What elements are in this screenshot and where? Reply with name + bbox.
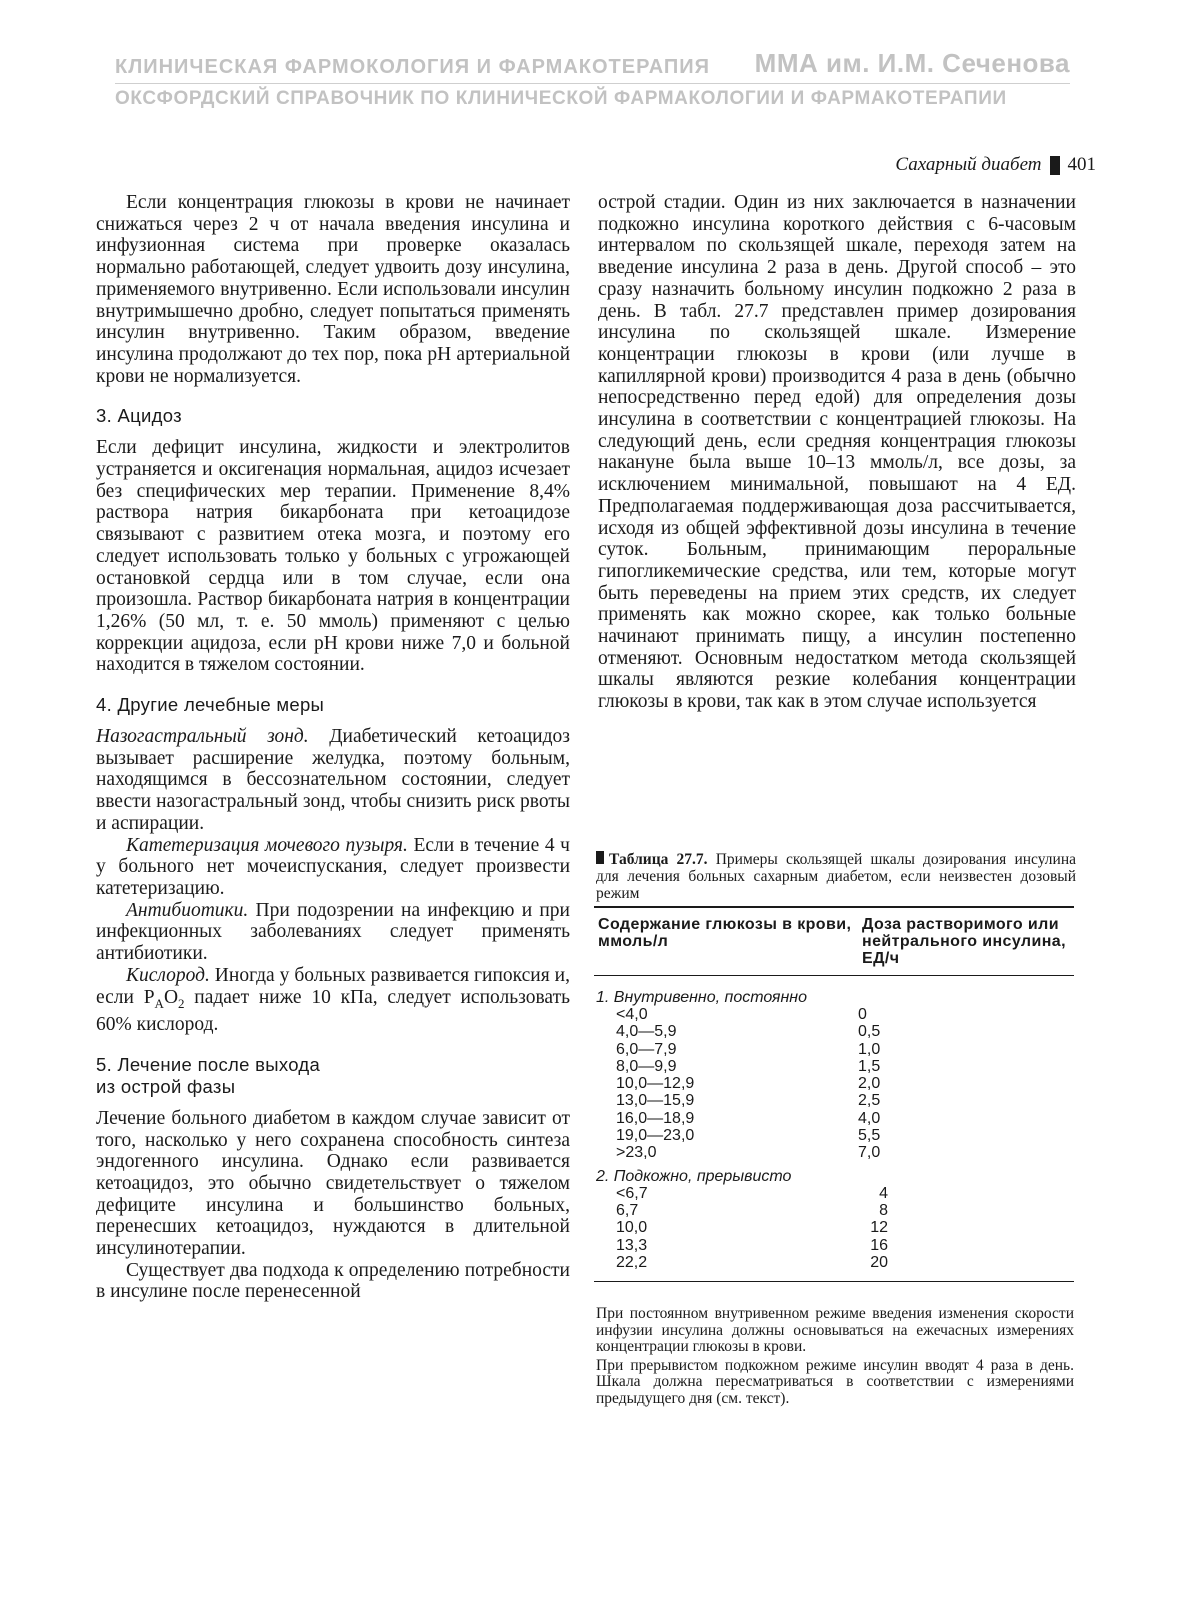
table-row	[594, 1023, 1074, 1040]
paragraph: острой стадии. Один из них заключается в назначении подкожно инсулина короткого действия с 6-часовым интервалом по скользящей шкале, переходя затем на введение инсулина 2 раза в день. Другой способ – это сразу назначить больному инсулин подкожно 2 раза в день. В табл. 27.7 представлен пример дозирования инсулина по скользящей шкале. Измерение концентрации глюкозы в крови (или лучше в капиллярной крови) производится 4 раза в день (обычно непосредственно перед едой) для определения дозы инсулина в соответствии с концентрацией глюкозы. На следующий день, если средняя концентрация глюкозы накануне была выше 10–13 ммоль/л, все дозы, за исключением минимальной, повышают на 4 ЕД. Предполагаемая поддерживающая доза рассчитывается, исходя из общей эффективной дозы инсулина в течение суток. Больным, принимающим пероральные гипогликемические средства, или тем, которые могут быть переведены на прием этих средств, их следует применять как можно скорее, как только больные начинают принимать пищу, а инсулин постепенно отменяют. Основным недостатком метода скользящей шкалы являются резкие колебания концентрации глюкозы в крови, так как в этом случае используется	[598, 192, 1076, 713]
table-row	[594, 1185, 1074, 1202]
table-section-title: 2. Подкожно, прерывисто	[596, 1167, 792, 1185]
table-row	[594, 1092, 1074, 1109]
term-italic: Катетеризация мочевого пузыря.	[126, 834, 408, 856]
dose-cell: 1,5	[858, 1057, 881, 1075]
square-marker-icon	[1050, 156, 1060, 175]
table-caption	[596, 851, 1076, 902]
glucose-cell: <4,0	[616, 1006, 648, 1023]
dosing-table	[594, 906, 1074, 1282]
paragraph	[96, 900, 570, 965]
dose-cell: 1,0	[858, 1040, 881, 1058]
heading-line: из острой фазы	[96, 1075, 236, 1097]
glucose-cell: 13,3	[616, 1236, 648, 1254]
section-heading: 4. Другие лечебные меры	[96, 694, 325, 716]
table-header	[594, 906, 1074, 976]
page-banner	[115, 48, 1070, 110]
dose-cell: 4,0	[858, 1109, 881, 1127]
column-header-glucose: Содержание глюкозы в крови, ммоль/л	[598, 916, 852, 950]
glucose-cell: 6,7	[616, 1201, 639, 1219]
paragraph	[96, 726, 570, 835]
table-row	[594, 1237, 1074, 1254]
term-italic: Антибиотики.	[126, 899, 249, 921]
glucose-cell: >23,0	[616, 1144, 657, 1162]
paragraph: Если дефицит инсулина, жидкости и электролитов устраняется и оксигенация нормальная, ацидоз исчезает без специфических мер терапии. Применение 8,4% раствора натрия бикарбоната при кетоацидозе связывают с развитием отека мозга, и поэтому его следует использовать только у больных с угрожающей остановкой сердца или в том случае, если она произошла. Раствор бикарбоната натрия в концентрации 1,26% (50 мл, т. е. 50 ммоль) применяют с целью коррекции ацидоза, если pH крови ниже 7,0 и больной находится в тяжелом состоянии.	[96, 437, 570, 676]
table-number: Таблица 27.7.	[609, 851, 708, 868]
subscript: A	[154, 995, 164, 1011]
column-header-dose: Доза растворимого или нейтрального инсулина, ЕД/ч	[862, 916, 1066, 967]
paragraph-text: O	[163, 986, 179, 1008]
dose-cell: 0	[858, 1006, 867, 1023]
running-head	[895, 154, 1096, 176]
glucose-cell: 6,0—7,9	[616, 1040, 677, 1058]
paragraph	[96, 965, 570, 1036]
dose-cell: 16	[870, 1236, 888, 1254]
table-row	[594, 1075, 1074, 1092]
table-row	[594, 1144, 1074, 1161]
table-row	[594, 1006, 1074, 1023]
table-notes	[596, 1306, 1074, 1410]
dose-cell: 8	[879, 1201, 888, 1219]
glucose-cell: 19,0—23,0	[616, 1127, 695, 1145]
right-column	[598, 192, 1076, 713]
table-section-rows	[594, 1006, 1074, 1162]
page-number: 401	[1067, 154, 1096, 175]
glucose-cell: 4,0—5,9	[616, 1023, 677, 1041]
paragraph-text: Иногда у больных развивается гипоксия и, если P	[96, 964, 570, 1008]
table-note: При прерывистом подкожном режиме инсулин вводят 4 раза в день. Шкала должна пересматриваться в соответствии с измерениями предыдущего дня (см. текст).	[596, 1356, 1074, 1407]
table-row	[594, 1041, 1074, 1058]
paragraph-text: падает ниже 10 кПа, следует использовать 60% кислород.	[96, 986, 570, 1036]
table-bottom-rule	[594, 1271, 1074, 1282]
dose-cell: 2,5	[858, 1092, 881, 1110]
paragraph-text: Диабетический кетоацидоз вызывает расширение желудка, поэтому больным, находящимся в бессознательном состоянии, следует ввести назогастральный зонд, чтобы снизить риск рвоты и аспирации.	[96, 726, 570, 834]
banner-title-left: КЛИНИЧЕСКАЯ ФАРМОКОЛОГИЯ И ФАРМАКОТЕРАПИЯ	[115, 56, 710, 78]
table-row	[594, 1202, 1074, 1219]
dose-cell: 20	[870, 1253, 888, 1271]
glucose-cell: <6,7	[616, 1184, 648, 1202]
paragraph: Если концентрация глюкозы в крови не начинает снижаться через 2 ч от начала введения инсулина и инфузионная система при проверке оказалась нормально работающей, следует удвоить дозу инсулина, применяемого внутривенно. Если использовали инсулин внутримышечно дробно, следует попытаться применять инсулин внутривенно. Таким образом, введение инсулина продолжают до тех пор, пока pH артериальной крови не нормализуется.	[96, 192, 570, 387]
section-heading: 3. Ацидоз	[96, 405, 182, 427]
glucose-cell: 16,0—18,9	[616, 1109, 695, 1127]
banner-title-right: ММА им. И.М. Сеченова	[754, 48, 1070, 78]
paragraph: Лечение больного диабетом в каждом случае зависит от того, насколько у него сохранена способность синтеза эндогенного инсулина. Однако если развивается кетоацидоз, это обычно свидетельствует о тяжелом дефиците инсулина и большинство больных, перенесших кетоацидоз, нуждаются в длительной инсулинотерапии.	[96, 1107, 570, 1260]
paragraph-text: Если в течение 4 ч у больного нет мочеиспускания, следует произвести катетеризацию.	[96, 834, 570, 899]
dose-cell: 12	[870, 1219, 888, 1237]
table-row	[594, 1110, 1074, 1127]
square-marker-icon	[596, 851, 604, 864]
dose-cell: 0,5	[858, 1023, 881, 1041]
left-column	[96, 192, 570, 1303]
table-row	[594, 1127, 1074, 1144]
table-row	[594, 1219, 1074, 1236]
glucose-cell: 10,0—12,9	[616, 1075, 695, 1093]
glucose-cell: 13,0—15,9	[616, 1092, 695, 1110]
term-italic: Кислород.	[126, 964, 210, 986]
paragraph	[96, 835, 570, 900]
term-italic: Назогастральный зонд.	[96, 726, 309, 748]
caption-text: Примеры скользящей шкалы дозирования инсулина для лечения больных сахарным диабетом, если неизвестен дозовый режим	[596, 851, 1076, 902]
dose-cell: 5,5	[858, 1127, 881, 1145]
table-note: При постоянном внутривенном режиме введения изменения скорости инфузии инсулина должны основываться на ежечасных измерениях концентрации глюкозы в крови.	[596, 1305, 1074, 1356]
glucose-cell: 22,2	[616, 1253, 648, 1271]
section-heading	[96, 1054, 570, 1098]
banner-subtitle: ОКСФОРДСКИЙ СПРАВОЧНИК ПО КЛИНИЧЕСКОЙ ФАРМАКОЛОГИИ И ФАРМАКОТЕРАПИИ	[115, 88, 1007, 109]
chapter-title: Сахарный диабет	[895, 154, 1042, 175]
table-section-rows	[594, 1185, 1074, 1271]
dose-cell: 7,0	[858, 1144, 881, 1162]
paragraph-text: При подозрении на инфекцию и при инфекционных заболеваниях следует применять антибиотики.	[96, 899, 570, 965]
table-row	[594, 1058, 1074, 1075]
heading-line: 5. Лечение после выхода	[96, 1053, 321, 1075]
table-row	[594, 1254, 1074, 1271]
table-section-title: 1. Внутривенно, постоянно	[596, 989, 807, 1006]
dose-cell: 2,0	[858, 1075, 881, 1093]
dose-cell: 4	[879, 1184, 888, 1202]
subscript: 2	[178, 995, 185, 1011]
paragraph: Существует два подхода к определению потребности в инсулине после перенесенной	[96, 1259, 570, 1303]
banner-row	[115, 48, 1070, 84]
glucose-cell: 10,0	[616, 1219, 648, 1237]
glucose-cell: 8,0—9,9	[616, 1057, 677, 1075]
